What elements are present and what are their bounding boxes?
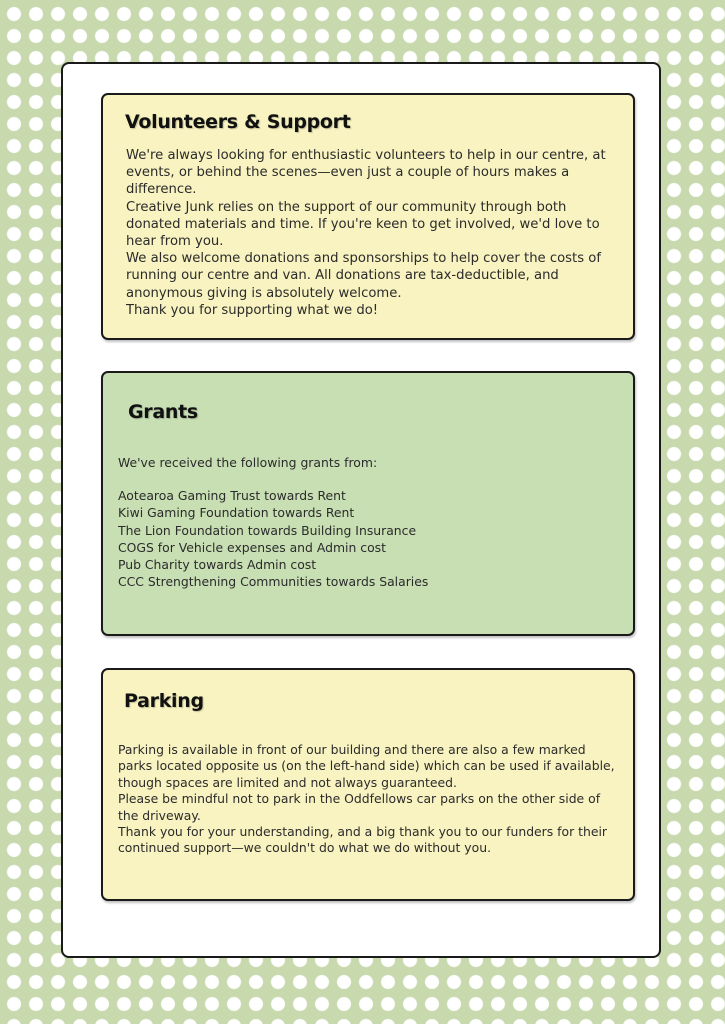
volunteers-title: Volunteers & Support [125, 111, 351, 133]
parking-paragraph: Please be mindful not to park in the Oddfellows car parks on the other side of the driveway. [118, 791, 601, 823]
volunteers-paragraph: Thank you for supporting what we do! [126, 302, 379, 318]
parking-body [118, 742, 618, 857]
volunteers-body [126, 147, 616, 319]
grants-section [101, 371, 635, 636]
grant-item: Aotearoa Gaming Trust towards Rent [118, 488, 346, 503]
grant-item: COGS for Vehicle expenses and Admin cost [118, 539, 386, 555]
grant-item: Pub Charity towards Admin cost [118, 557, 317, 573]
parking-title: Parking [124, 690, 204, 712]
parking-paragraph: Thank you for your understanding, and a big thank you to our funders for their continued support—we couldn't do what we do without you. [118, 824, 608, 856]
grants-title: Grants [128, 401, 198, 423]
volunteers-paragraph: We also welcome donations and sponsorships to help cover the costs of running our centre and van. All donations are tax-deductible, and anonymous giving is absolutely welcome. [126, 251, 601, 301]
volunteers-section [101, 93, 635, 340]
grant-item: Kiwi Gaming Foundation towards Rent [118, 505, 355, 521]
grants-intro: We've received the following grants from: [118, 455, 378, 470]
page-card [61, 62, 661, 958]
volunteers-paragraph: Creative Junk relies on the support of our community through both donated materials and time. If you're keen to get involved, we'd love to hear from you. [126, 199, 600, 250]
volunteers-paragraph: We're always looking for enthusiastic volunteers to help in our centre, at events, or behind the scenes—even just a couple of hours makes a difference. [126, 148, 606, 198]
grant-item: CCC Strengthening Communities towards Salaries [118, 574, 429, 590]
grant-item: The Lion Foundation towards Building Insurance [118, 522, 417, 538]
parking-section [101, 668, 635, 901]
grants-list [118, 487, 428, 591]
parking-paragraph: Parking is available in front of our building and there are also a few marked parks located opposite us (on the left-hand side) which can be used if available, though spaces are limited and not always guaranteed. [118, 742, 615, 790]
